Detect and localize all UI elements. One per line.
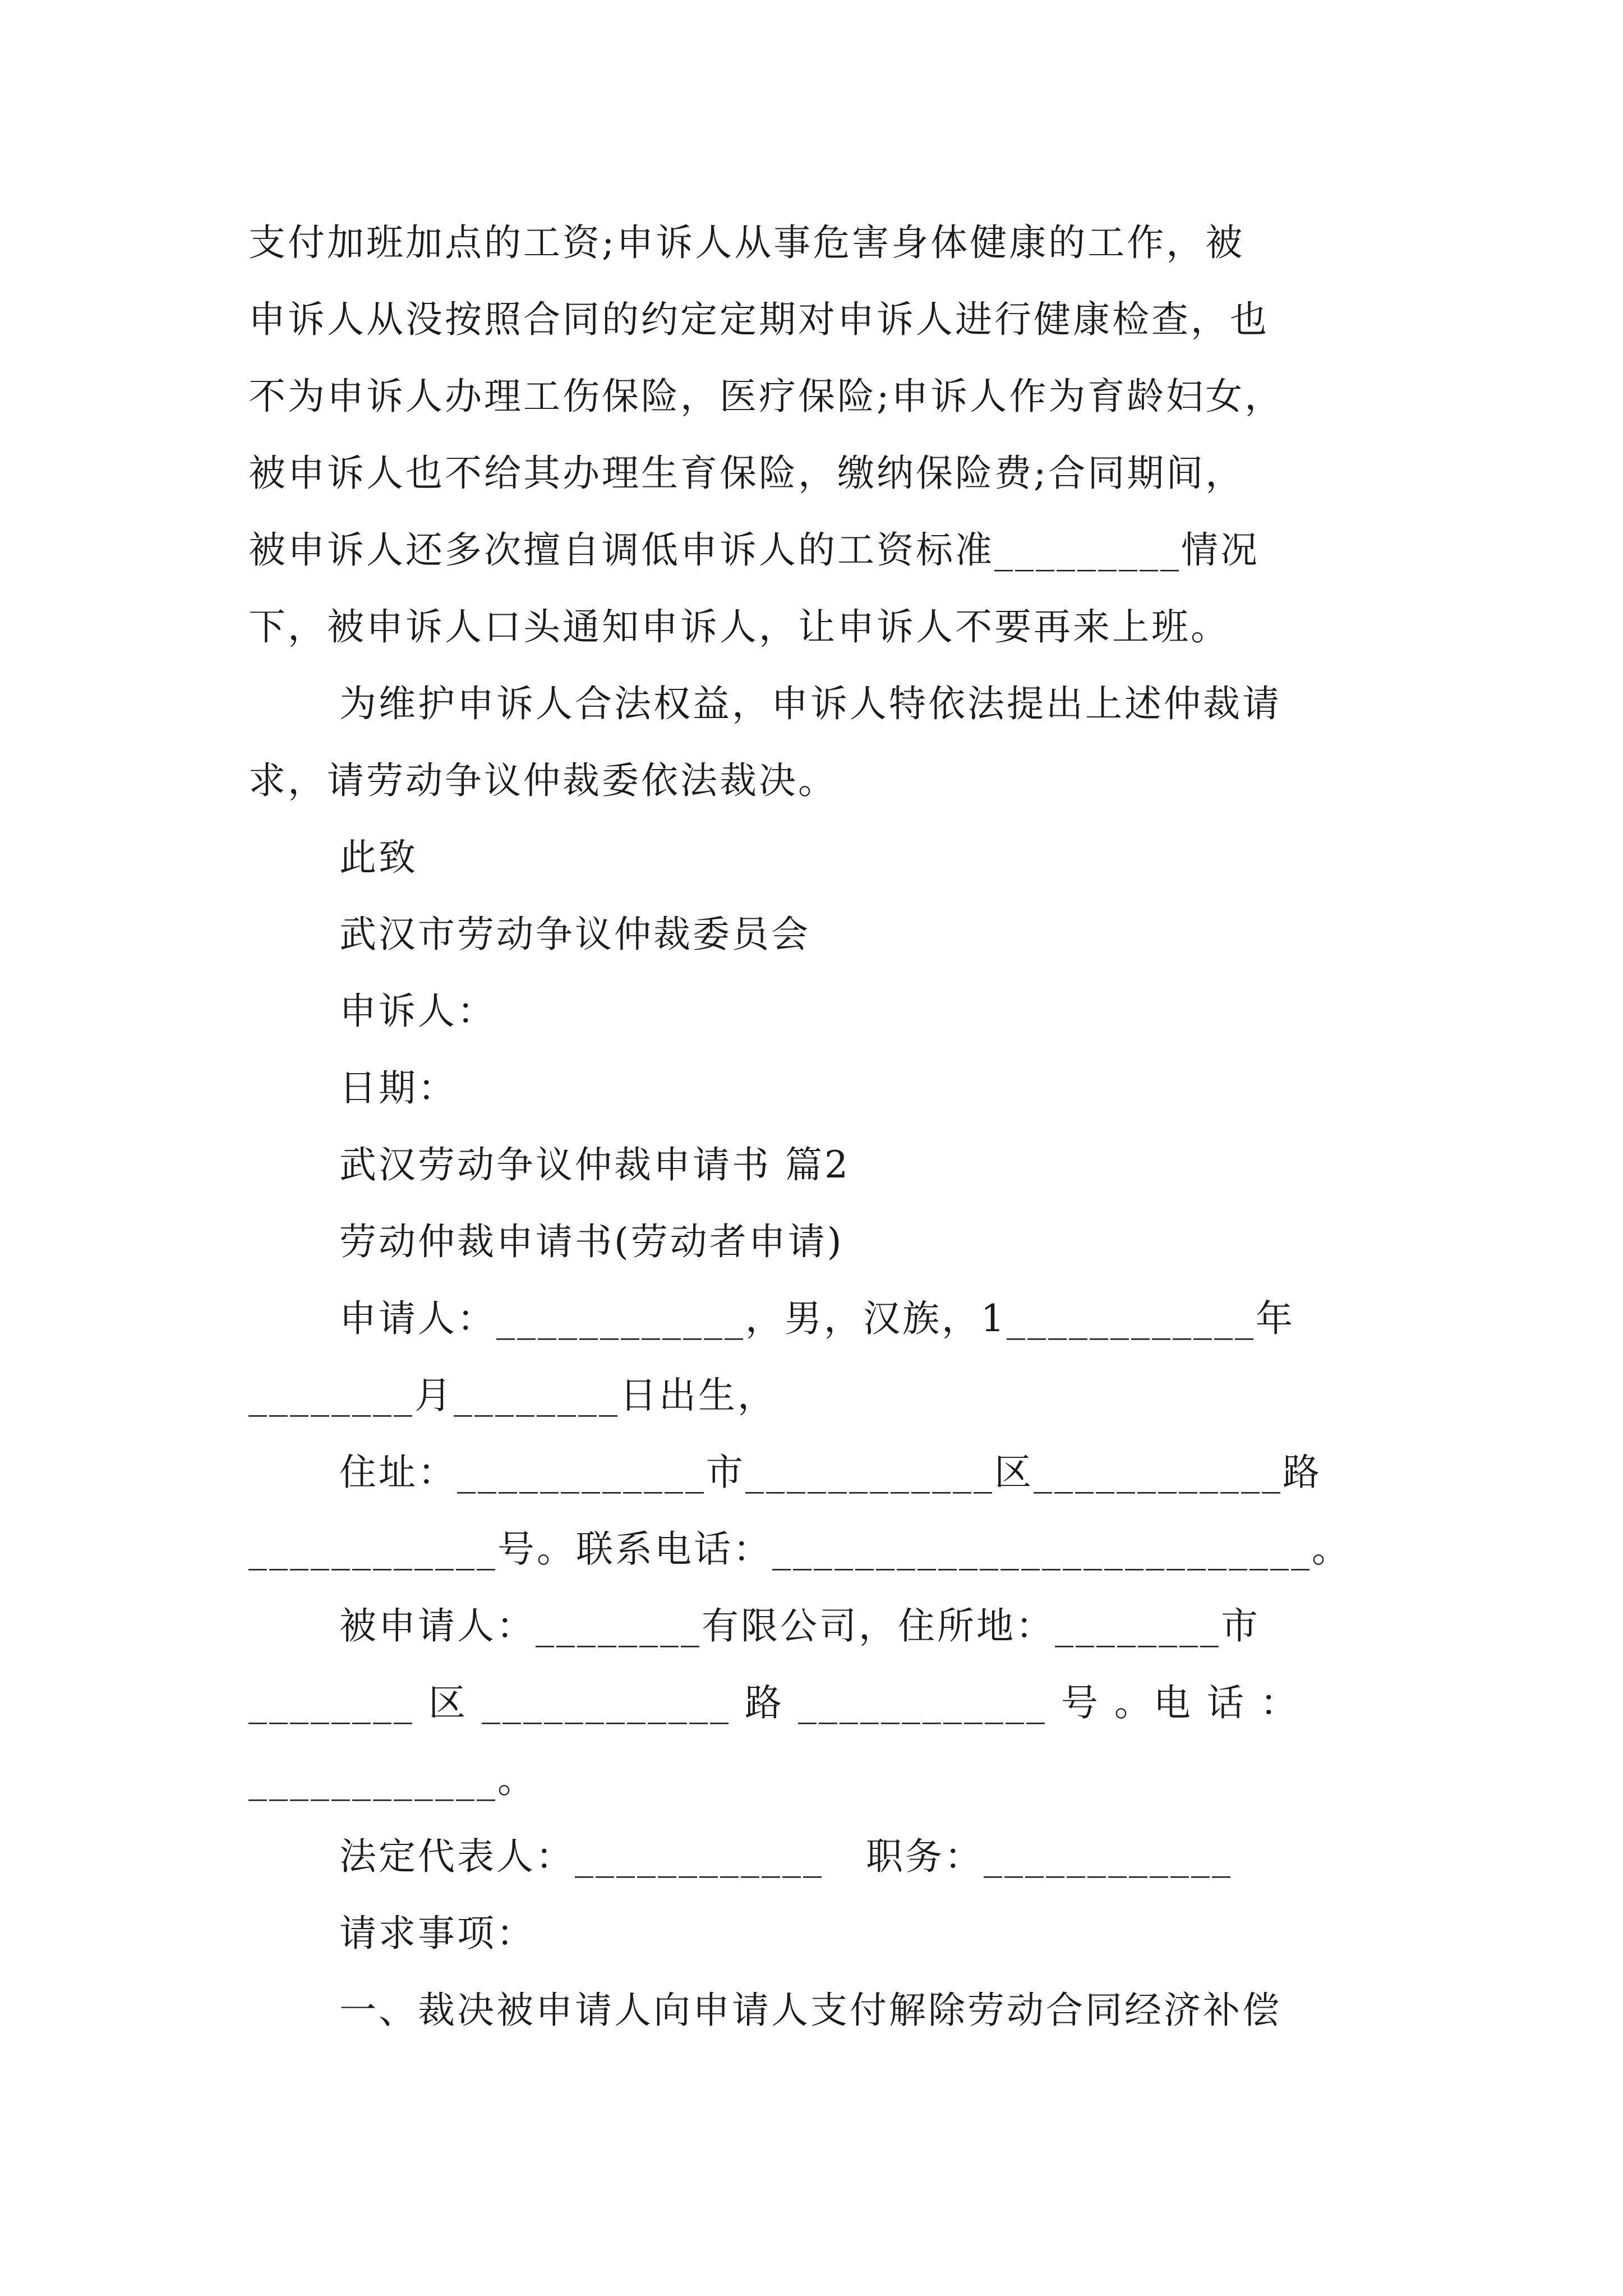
requests-heading: 请求事项： — [339, 1912, 536, 1955]
applicant-line: ________月________日出生， — [248, 1374, 777, 1417]
body-line: 求，请劳动争议仲裁委依法裁决。 — [248, 759, 837, 802]
request-item: 一、裁决被申请人向申请人支付解除劳动合同经济补偿 — [339, 1989, 1281, 2032]
body-line: 不为申诉人办理工伤保险，医疗保险;申诉人作为育龄妇女， — [248, 375, 1284, 418]
body-line: 支付加班加点的工资;申诉人从事危害身体健康的工作，被 — [248, 221, 1245, 264]
recipient: 武汉市劳动争议仲裁委员会 — [339, 913, 810, 956]
address-line: 住址：____________市____________区____________路 — [339, 1451, 1322, 1494]
respondent-line: ____________。 — [248, 1758, 537, 1801]
body-line: 被申诉人还多次擅自调低申诉人的工资标准_________情况 — [248, 528, 1260, 572]
applicant-line: 申请人：____________，男，汉族，1____________年 — [339, 1297, 1295, 1340]
date-label: 日期： — [339, 1066, 457, 1110]
respondent-line: ________ 区 ____________ 路 ____________ 号 。电 话 ： — [248, 1681, 1299, 1724]
salutation: 此致 — [339, 836, 418, 879]
respondent-line: 被申请人：________有限公司，住所地：________市 — [339, 1604, 1260, 1648]
section-title: 武汉劳动争议仲裁申请书 篇2 — [339, 1143, 850, 1186]
body-line: 下，被申诉人口头通知申诉人，让申诉人不要再来上班。 — [248, 605, 1230, 648]
complainant-label: 申诉人： — [339, 990, 496, 1033]
body-line: 申诉人从没按照合同的约定定期对申诉人进行健康检查，也 — [248, 298, 1269, 341]
body-line: 被申诉人也不给其办理生育保险，缴纳保险费;合同期间， — [248, 452, 1245, 495]
address-line: ____________号。联系电话：__________________________。 — [248, 1527, 1351, 1571]
body-line: 为维护申诉人合法权益，申诉人特依法提出上述仲裁请 — [339, 682, 1281, 725]
legal-rep-line: 法定代表人：____________ 职务：____________ — [339, 1835, 1233, 1878]
document-title: 劳动仲裁申请书(劳动者申请) — [339, 1220, 844, 1263]
